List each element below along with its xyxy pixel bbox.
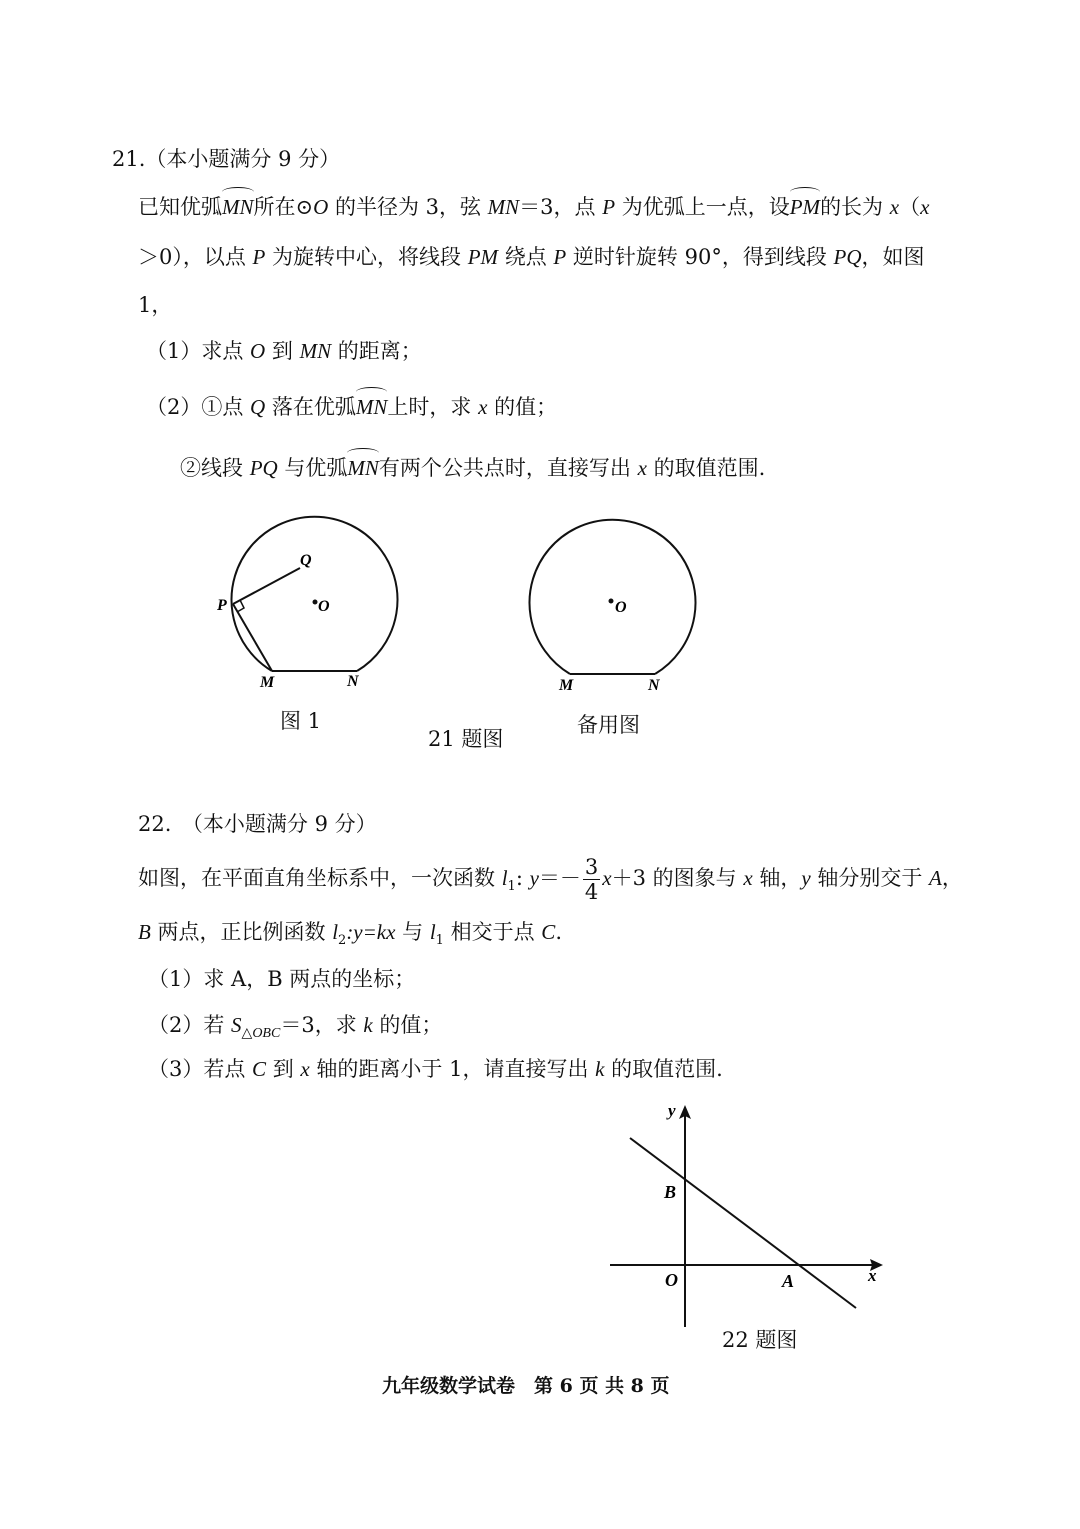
fraction-3-4: $\frac{3}{4}$ [584, 855, 599, 904]
fig1-segment-pm [233, 604, 272, 671]
label-n: N [648, 677, 660, 694]
q22-part2: （2）若 $S_{\triangle OBC}=3$，求 k 的值； [148, 1013, 443, 1042]
fig2-caption: 备用图 [577, 713, 640, 737]
label-o: O [318, 598, 330, 615]
q22-line2: B 两点，正比例函数 $l_2:y=kx$ 与 $l_1$ 相交于点 C. [138, 920, 562, 949]
q21-part2: （2）①点 Q 落在优弧MN上时，求 x 的值； [146, 395, 558, 419]
arc-mn: MN [222, 195, 254, 219]
fig1-center-dot [313, 600, 318, 605]
q21-figure-title: 21 题图 [428, 727, 504, 751]
figure-spare [500, 505, 720, 705]
fig2-major-arc [530, 520, 696, 674]
q22-heading [138, 811, 377, 837]
fig22-caption: 22 题图 [722, 1328, 798, 1352]
question-number: 21. [112, 147, 146, 171]
line-l1 [630, 1138, 856, 1308]
label-o: O [615, 599, 627, 616]
fig1-segment-pq [233, 568, 300, 604]
label-n: N [347, 673, 359, 690]
fig1-caption: 图 1 [280, 709, 322, 733]
q22-part1: （1）求 A，B 两点的坐标； [148, 967, 416, 991]
y-axis-label: y [668, 1101, 676, 1120]
arc-pm: PM [789, 195, 821, 219]
figure-1 [200, 505, 420, 705]
q21-line2: ＞0），以点 P 为旋转中心，将线段 PM 绕点 P 逆时针旋转 90°，得到线段 PQ，如图 [138, 245, 925, 269]
page-footer: 九年级数学试卷 第 6 页 共 8 页 [382, 1375, 670, 1397]
label-a: A [782, 1271, 795, 1291]
figure-22 [600, 1095, 900, 1335]
fig1-major-arc [231, 517, 397, 671]
q21-part1: （1）求点 O 到 MN 的距离； [146, 339, 422, 363]
label-o: O [665, 1270, 678, 1290]
fig2-center-dot [609, 599, 614, 604]
x-axis-label: x [868, 1266, 877, 1285]
q21-line1: 已知优弧MN所在⊙O 的半径为 3，弦 MN＝3，点 P 为优弧上一点，设PM的长为 x（x [138, 195, 930, 219]
score-note: （本小题满分 9 分） [145, 147, 341, 171]
score-note: （本小题满分 9 分） [192, 812, 377, 836]
label-p: P [217, 597, 227, 614]
label-m: M [559, 677, 574, 694]
label-q: Q [300, 552, 312, 569]
q21-heading [112, 146, 340, 172]
q21-line3: 1， [138, 293, 173, 317]
question-number: 22. [138, 812, 172, 836]
label-m: M [260, 674, 275, 691]
label-b: B [664, 1182, 677, 1202]
q21-part3: ②线段 PQ 与优弧MN有两个公共点时，直接写出 x 的取值范围. [180, 456, 766, 480]
q22-part3: （3）若点 C 到 x 轴的距离小于 1，请直接写出 k 的取值范围. [148, 1057, 723, 1081]
q22-line1: 如图，在平面直角坐标系中，一次函数 $l_1$: y＝－ $\frac{3}{4}$ x＋3 的图象与 x 轴，y 轴分别交于 A， [138, 855, 963, 904]
